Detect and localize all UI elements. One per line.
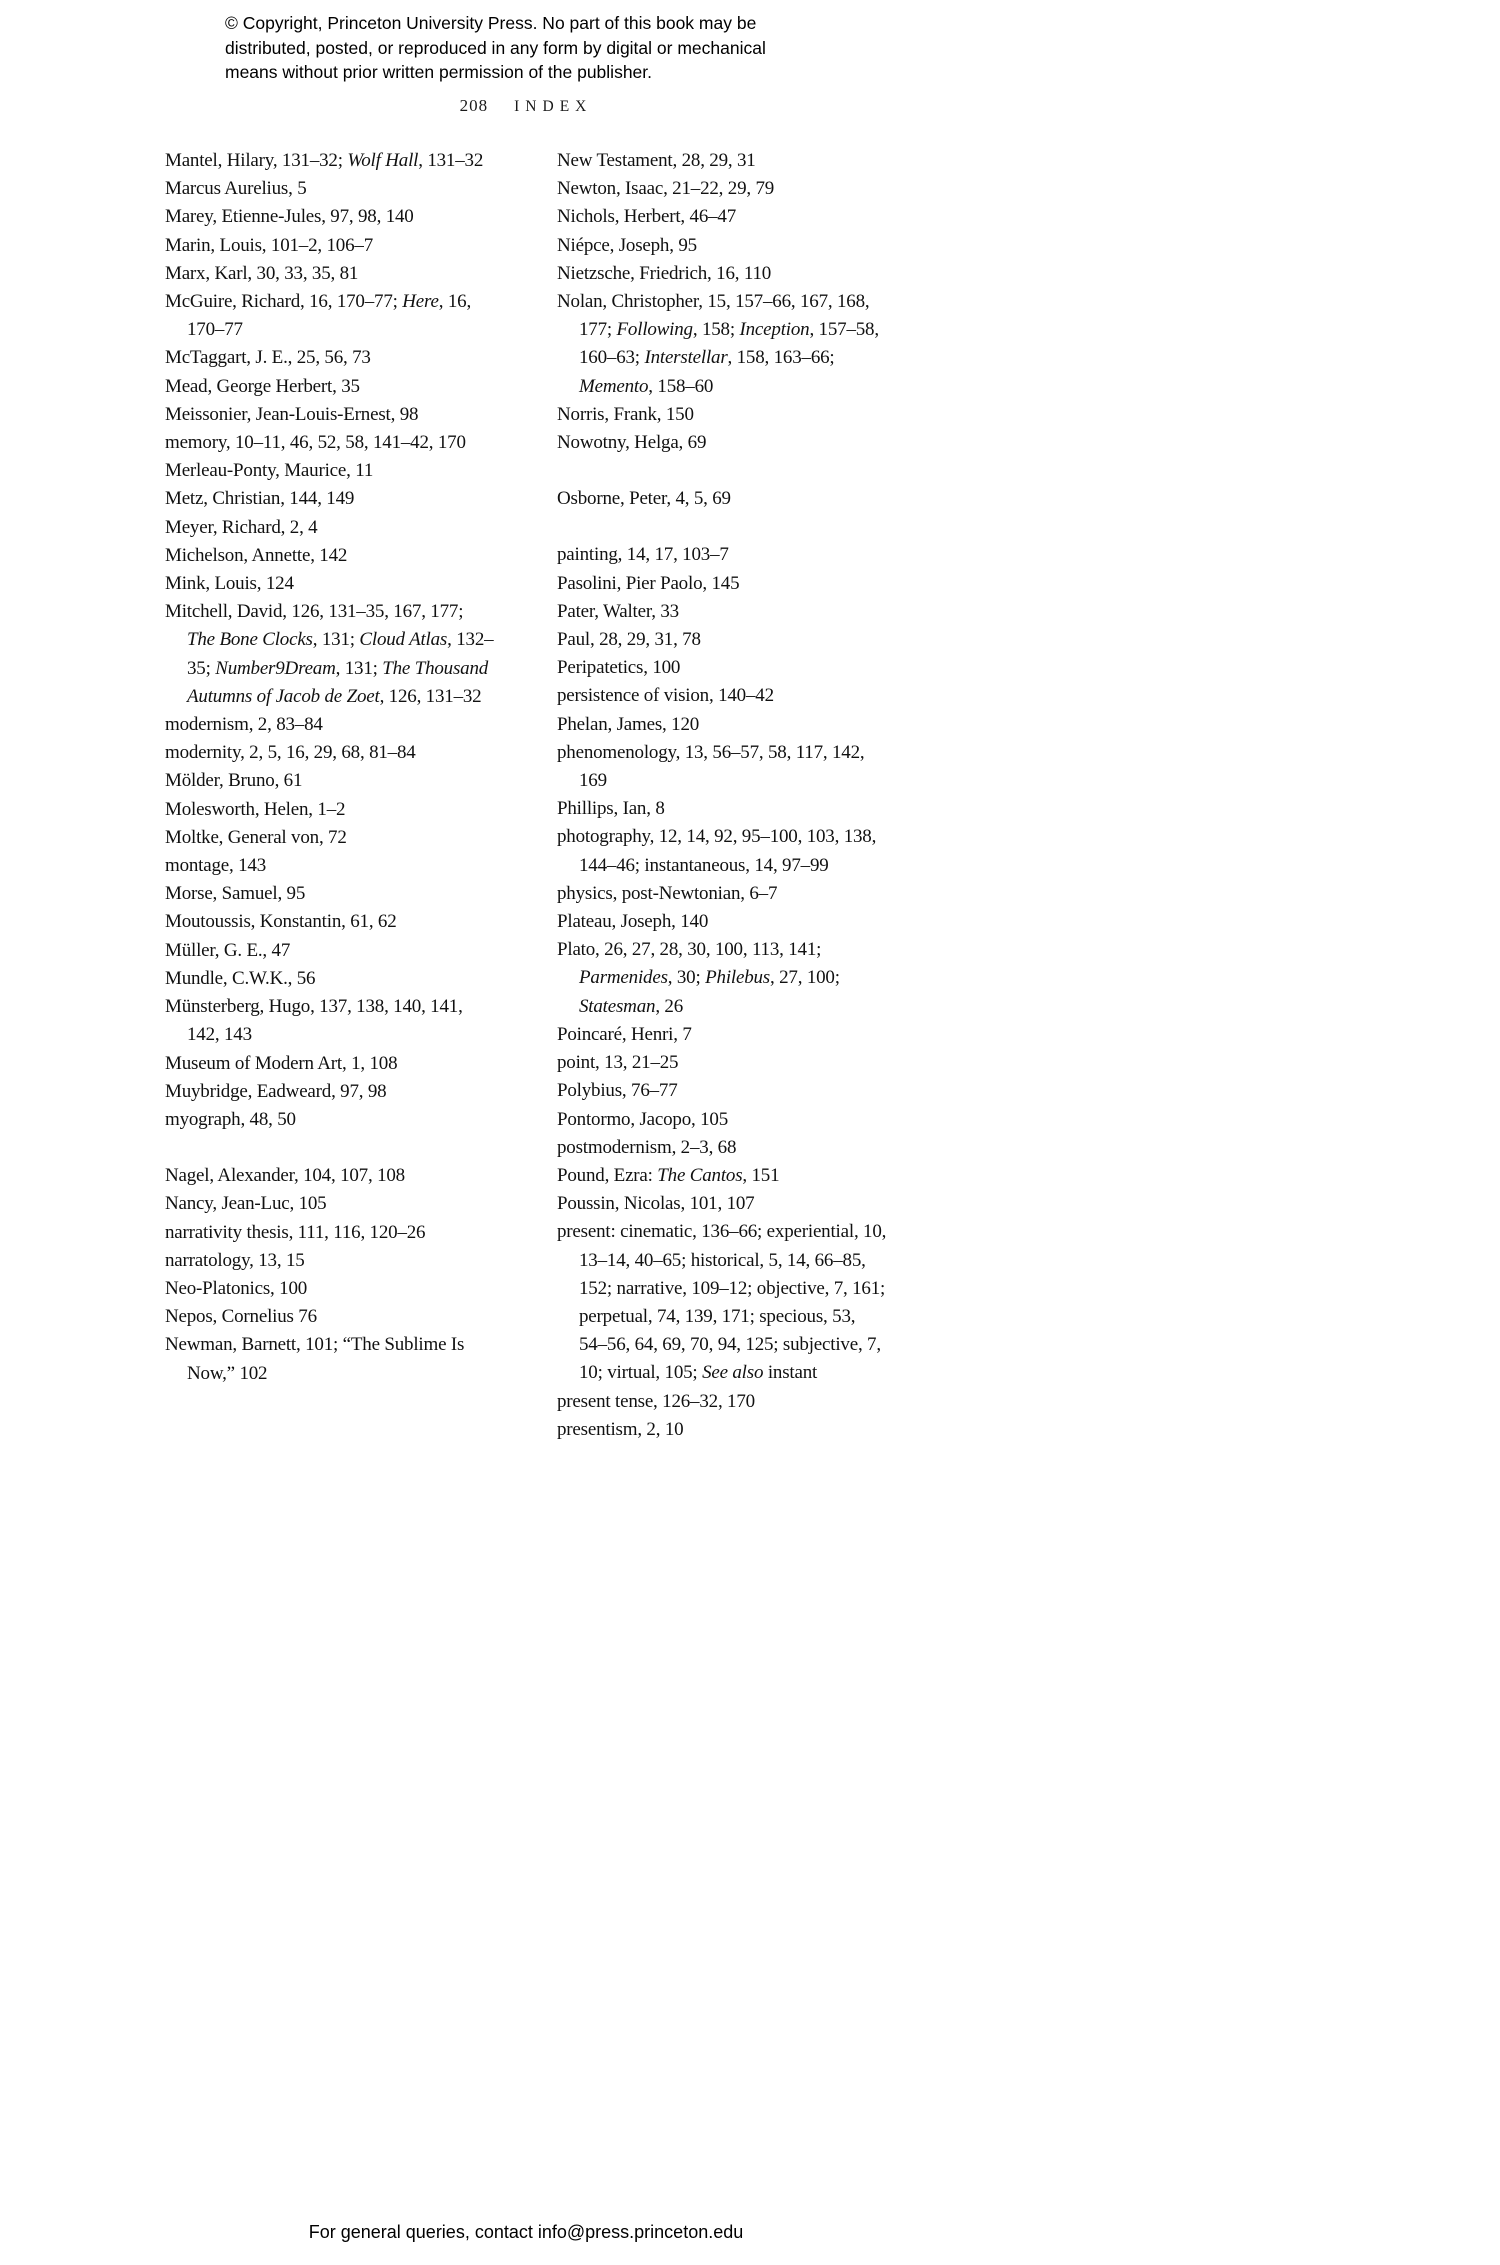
- index-entry-text: narratology, 13, 15: [165, 1249, 305, 1271]
- index-entry-text: Nietzsche, Friedrich, 16, 110: [557, 262, 772, 284]
- index-entry-text: , 151: [742, 1164, 780, 1186]
- copyright-line: means without prior written permission of the publisher.: [225, 62, 653, 82]
- index-entry-title-italic: Philebus: [705, 967, 771, 989]
- copyright-line: distributed, posted, or reproduced in any form by digital or mechanical: [225, 37, 766, 58]
- index-entry: [165, 908, 495, 936]
- index-entry-text: Michelson, Annette, 142: [165, 544, 348, 566]
- index-entry-text: , 157–58, 160–63;: [579, 319, 879, 369]
- index-entry-text: Pater, Walter, 33: [557, 600, 679, 622]
- index-entry-text: , 158, 163–66;: [727, 347, 835, 369]
- index-entry-text: , 158–60: [648, 375, 714, 397]
- index-entry-text: Niépce, Joseph, 95: [557, 234, 697, 256]
- index-entry-text: Pasolini, Pier Paolo, 145: [557, 572, 740, 594]
- index-entry-text: present tense, 126–32, 170: [557, 1390, 755, 1412]
- index-entry: [557, 1106, 887, 1134]
- index-entry-title-italic: Number9Dream: [215, 657, 336, 679]
- index-entry-text: Marcus Aurelius, 5: [165, 178, 307, 200]
- index-entry-text: Mantel, Hilary, 131–32;: [165, 150, 348, 171]
- index-entry: [165, 711, 495, 739]
- index-entry-text: point, 13, 21–25: [557, 1052, 679, 1074]
- index-entry-text: Muybridge, Eadweard, 97, 98: [165, 1080, 387, 1102]
- index-entry-text: Nolan, Christopher, 15, 157–66, 167, 168, 177;: [557, 291, 870, 341]
- copyright-line: © Copyright, Princeton University Press. No part of this book may be: [225, 13, 757, 33]
- index-entry-text: , 126, 131–32: [379, 685, 482, 707]
- index-entry: [557, 936, 887, 1021]
- index-entry-text: myograph, 48, 50: [165, 1108, 296, 1130]
- index-entry: [165, 232, 495, 260]
- index-entry-text: persistence of vision, 140–42: [557, 685, 774, 707]
- index-entry-text: Nepos, Cornelius 76: [165, 1306, 317, 1328]
- index-entry-title-italic: Parmenides: [579, 967, 668, 989]
- index-entry-text: present: cinematic, 136–66; experiential, 10, 13–14, 40–65; historical, 5, 14, 66–85, 152; narrative, 109–12; objective, 7, 161; perpetual, 74, 139, 171; specious, 53, 54–56, 64, 69, 70, 94, 125; subjective, 7, 10; virtual, 105;: [557, 1221, 887, 1384]
- index-entry-text: Neo-Platonics, 100: [165, 1277, 308, 1299]
- index-entry-text: McTaggart, J. E., 25, 56, 73: [165, 347, 371, 369]
- index-entry-text: Marey, Etienne-Jules, 97, 98, 140: [165, 206, 414, 228]
- index-entry: [557, 260, 887, 288]
- index-entry: [165, 880, 495, 908]
- index-entry: [557, 1388, 887, 1416]
- index-entry-title-italic: Inception: [739, 319, 810, 341]
- index-entry-title-italic: The Cantos: [657, 1164, 743, 1186]
- index-entry: [165, 965, 495, 993]
- index-entry-text: Nowotny, Helga, 69: [557, 432, 707, 454]
- index-entry: [557, 598, 887, 626]
- index-entry-text: McGuire, Richard, 16, 170–77;: [165, 291, 403, 313]
- index-entry-text: Pound, Ezra:: [557, 1164, 658, 1186]
- index-entry-text: Meissonier, Jean-Louis-Ernest, 98: [165, 403, 419, 425]
- index-entry-text: montage, 143: [165, 855, 267, 877]
- index-entry: [165, 147, 495, 175]
- index-entry: [165, 373, 495, 401]
- footer-contact: For general queries, contact info@press.princeton.edu: [308, 2222, 744, 2242]
- index-entry-text: , 131;: [312, 629, 360, 651]
- index-entry-text: Newman, Barnett, 101; “The Sublime Is Now,” 102: [165, 1334, 465, 1384]
- index-entry: [165, 1303, 495, 1331]
- index-entry-text: Marx, Karl, 30, 33, 35, 81: [165, 262, 359, 284]
- index-entry: [165, 1078, 495, 1106]
- index-entry: [165, 260, 495, 288]
- index-entry: [557, 175, 887, 203]
- index-entry: [557, 485, 887, 513]
- index-entry-text: Poussin, Nicolas, 101, 107: [557, 1193, 755, 1215]
- index-entry-text: phenomenology, 13, 56–57, 58, 117, 142, 169: [557, 741, 865, 792]
- index-entry: [557, 1021, 887, 1049]
- index-entry: [557, 908, 887, 936]
- index-entry: [557, 1190, 887, 1218]
- index-entry: [165, 344, 495, 372]
- index-entry: [557, 711, 887, 739]
- index-entry-text: Phelan, James, 120: [557, 713, 700, 735]
- index-entry: [165, 570, 495, 598]
- index-entry-text: Müller, G. E., 47: [165, 939, 291, 961]
- index-entry: [557, 823, 887, 879]
- index-entry: [165, 175, 495, 203]
- index-entry: [557, 401, 887, 429]
- index-entry-text: Metz, Christian, 144, 149: [165, 488, 355, 510]
- page-number: 208: [459, 96, 489, 115]
- index-entry-text: Nagel, Alexander, 104, 107, 108: [165, 1165, 405, 1187]
- index-entry-text: Norris, Frank, 150: [557, 403, 694, 425]
- index-entry: [165, 485, 495, 513]
- index-entry-text: Moutoussis, Konstantin, 61, 62: [165, 911, 397, 933]
- index-entry: [165, 796, 495, 824]
- index-entry-title-italic: The Thousand Autumns of Jacob de Zoet: [187, 657, 489, 707]
- index-entry-title-italic: The Bone Clocks: [187, 629, 313, 651]
- index-entry-text: Plato, 26, 27, 28, 30, 100, 113, 141;: [557, 939, 822, 961]
- index-column-right: [557, 147, 887, 1444]
- index-entry: [557, 654, 887, 682]
- index-entry-text: Morse, Samuel, 95: [165, 883, 306, 905]
- index-entry-title-italic: Statesman: [579, 995, 656, 1017]
- index-entry: [165, 1106, 495, 1134]
- index-entry: [557, 1134, 887, 1162]
- index-entry: [165, 1162, 495, 1190]
- index-entry: [165, 937, 495, 965]
- index-entry-text: , 27, 100;: [770, 967, 840, 989]
- index-entry-text: Nancy, Jean-Luc, 105: [165, 1193, 327, 1215]
- index-entry-text: Paul, 28, 29, 31, 78: [557, 629, 701, 651]
- index-entry: [165, 852, 495, 880]
- index-entry-text: New Testament, 28, 29, 31: [557, 150, 756, 171]
- index-entry: [165, 542, 495, 570]
- index-entry: [165, 1219, 495, 1247]
- index-entry-text: , 158;: [692, 319, 740, 341]
- index-entry: [557, 288, 887, 401]
- index-entry: [557, 1416, 887, 1444]
- index-entry-text: Mead, George Herbert, 35: [165, 375, 360, 397]
- index-entry: [165, 824, 495, 852]
- index-entry-text: Osborne, Peter, 4, 5, 69: [557, 488, 731, 510]
- index-entry-text: Münsterberg, Hugo, 137, 138, 140, 141, 142, 143: [165, 996, 463, 1046]
- index-entry-text: Museum of Modern Art, 1, 108: [165, 1052, 398, 1074]
- index-entry: [557, 232, 887, 260]
- index-entry-text: Nichols, Herbert, 46–47: [557, 206, 737, 228]
- index-entry: [165, 1247, 495, 1275]
- index-entry-text: , 16, 170–77: [187, 291, 472, 341]
- index-entry-text: Phillips, Ian, 8: [557, 798, 665, 820]
- index-entry-text: Moltke, General von, 72: [165, 826, 347, 848]
- index-entry: [557, 147, 887, 175]
- index-entry-text: Plateau, Joseph, 140: [557, 911, 709, 933]
- index-entry-title-italic: See also: [702, 1362, 764, 1384]
- index-entry-text: Marin, Louis, 101–2, 106–7: [165, 234, 374, 256]
- index-entry: [165, 457, 495, 485]
- index-entry: [165, 288, 495, 344]
- index-entry-text: postmodernism, 2–3, 68: [557, 1136, 737, 1158]
- index-entry: [165, 1190, 495, 1218]
- index-entry-text: memory, 10–11, 46, 52, 58, 141–42, 170: [165, 432, 466, 454]
- index-entry: [165, 1050, 495, 1078]
- index-entry-text: Polybius, 76–77: [557, 1080, 678, 1102]
- index-entry-text: modernism, 2, 83–84: [165, 714, 323, 736]
- index-entry-text: narrativity thesis, 111, 116, 120–26: [165, 1221, 426, 1243]
- index-entry: [165, 429, 495, 457]
- running-head: [165, 96, 887, 116]
- index-column-left: [165, 147, 495, 1444]
- index-entry: [557, 739, 887, 795]
- index-entry: [557, 1162, 887, 1190]
- index-entry: [165, 514, 495, 542]
- index-entry-text: , 26: [655, 995, 684, 1017]
- index-entry-text: Merleau-Ponty, Maurice, 11: [165, 460, 374, 482]
- index-entry: [165, 767, 495, 795]
- index-entry: [557, 682, 887, 710]
- index-entry: [557, 541, 887, 569]
- index-entry: [557, 626, 887, 654]
- index-entry-text: Mitchell, David, 126, 131–35, 167, 177;: [165, 601, 464, 623]
- index-entry: [557, 1077, 887, 1105]
- index-entry-title-italic: Interstellar: [644, 347, 728, 369]
- index-entry-text: photography, 12, 14, 92, 95–100, 103, 138, 144–46; instantaneous, 14, 97–99: [557, 826, 877, 876]
- index-entry: [557, 880, 887, 908]
- index-entry: [165, 598, 495, 711]
- index-entry: [557, 429, 887, 457]
- index-entry: [165, 993, 495, 1049]
- index-entry-title-italic: Wolf Hall: [347, 150, 419, 171]
- index-entry: [557, 570, 887, 598]
- index-entry-text: Newton, Isaac, 21–22, 29, 79: [557, 178, 775, 200]
- index-entry: [165, 1275, 495, 1303]
- index-entry-text: Poincaré, Henri, 7: [557, 1023, 692, 1045]
- index-entry: [165, 203, 495, 231]
- index-entry: [557, 203, 887, 231]
- index-entry-text: , 132–35;: [187, 629, 494, 679]
- index-entry-text: Mundle, C.W.K., 56: [165, 967, 316, 989]
- index-entry-text: presentism, 2, 10: [557, 1418, 684, 1440]
- index-entry-text: Meyer, Richard, 2, 4: [165, 516, 318, 538]
- index-entry: [557, 1218, 887, 1387]
- index-entry: [557, 1049, 887, 1077]
- index-entry: [165, 739, 495, 767]
- index-entry-text: instant: [763, 1362, 818, 1384]
- copyright-notice: [225, 11, 845, 85]
- index-entry-text: physics, post-Newtonian, 6–7: [557, 882, 778, 904]
- index-entry-text: modernity, 2, 5, 16, 29, 68, 81–84: [165, 742, 416, 764]
- index-body: [165, 147, 887, 1444]
- index-entry-title-italic: Cloud Atlas: [359, 629, 448, 651]
- index-entry-title-italic: Memento: [579, 375, 649, 397]
- index-entry: [165, 401, 495, 429]
- index-entry-text: , 131–32: [418, 150, 484, 171]
- index-entry: [557, 795, 887, 823]
- index-entry-text: Peripatetics, 100: [557, 657, 681, 679]
- index-entry-text: , 30;: [667, 967, 706, 989]
- section-title: INDEX: [514, 98, 593, 115]
- index-entry-text: Mink, Louis, 124: [165, 573, 294, 595]
- index-entry: [165, 1331, 495, 1387]
- index-entry-text: Pontormo, Jacopo, 105: [557, 1108, 729, 1130]
- index-entry-title-italic: Here: [402, 291, 439, 313]
- index-entry-text: Molesworth, Helen, 1–2: [165, 798, 346, 820]
- index-entry-text: painting, 14, 17, 103–7: [557, 544, 729, 566]
- index-entry-text: , 131;: [335, 657, 383, 679]
- index-entry-text: Mölder, Bruno, 61: [165, 770, 303, 792]
- index-entry-title-italic: Following: [616, 319, 693, 341]
